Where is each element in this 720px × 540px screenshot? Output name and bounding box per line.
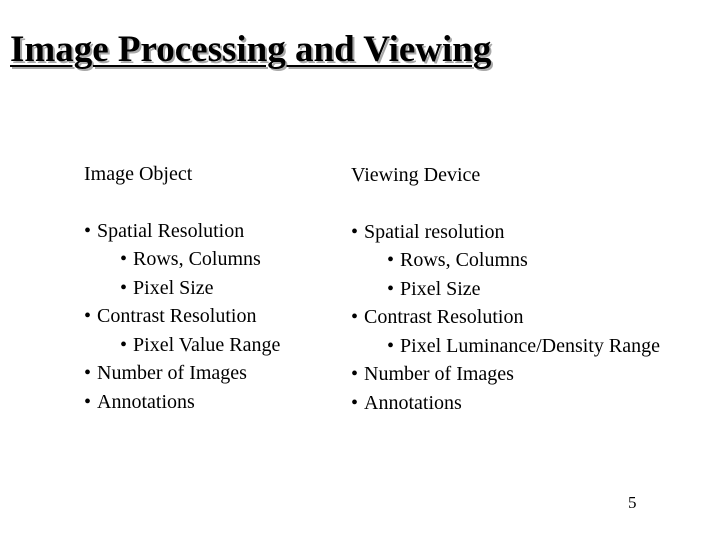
bullet-icon: • xyxy=(351,220,359,243)
list-item xyxy=(84,274,280,303)
list-item xyxy=(351,303,660,332)
viewing-device-heading: Viewing Device xyxy=(351,164,481,186)
list-item xyxy=(84,217,280,246)
list-item xyxy=(84,388,280,417)
list-item-text: Pixel Value Range xyxy=(133,333,281,356)
list-item-text: Pixel Luminance/Density Range xyxy=(400,334,660,357)
list-item xyxy=(351,246,660,275)
list-item-text: Annotations xyxy=(97,390,195,413)
list-item-text: Number of Images xyxy=(364,363,514,385)
bullet-icon: • xyxy=(84,219,92,242)
list-item xyxy=(351,218,660,247)
bullet-icon: • xyxy=(84,305,92,327)
list-item xyxy=(84,302,280,331)
bullet-icon: • xyxy=(120,248,128,270)
viewing-device-list xyxy=(351,218,660,418)
list-item-text: Contrast Resolution xyxy=(364,306,524,328)
list-item-text: Rows, Columns xyxy=(133,248,261,270)
bullet-icon: • xyxy=(120,333,128,356)
viewing-device-column xyxy=(351,161,660,417)
list-item xyxy=(84,359,280,388)
slide-title: Image Processing and Viewing xyxy=(10,29,492,70)
bullet-icon: • xyxy=(351,306,359,328)
bullet-icon: • xyxy=(387,277,395,300)
bullet-icon: • xyxy=(351,391,359,414)
bullet-icon: • xyxy=(120,276,128,299)
list-item xyxy=(351,389,660,418)
image-object-column xyxy=(84,160,280,416)
image-object-list xyxy=(84,217,280,417)
bullet-icon: • xyxy=(387,249,395,271)
list-item-text: Spatial resolution xyxy=(364,220,505,243)
list-item xyxy=(84,331,280,360)
list-item-text: Rows, Columns xyxy=(400,249,528,271)
list-item-text: Pixel Size xyxy=(133,276,214,299)
list-item-text: Spatial Resolution xyxy=(97,219,245,242)
list-item-text: Annotations xyxy=(364,391,462,414)
list-item-text: Number of Images xyxy=(97,362,247,384)
bullet-icon: • xyxy=(387,334,395,357)
list-item xyxy=(351,332,660,361)
list-item-text: Contrast Resolution xyxy=(97,305,257,327)
page-number: 5 xyxy=(628,493,637,512)
list-item xyxy=(351,275,660,304)
list-item xyxy=(84,245,280,274)
bullet-icon: • xyxy=(84,390,92,413)
bullet-icon: • xyxy=(84,362,92,384)
image-object-heading: Image Object xyxy=(84,163,193,185)
list-item xyxy=(351,360,660,389)
list-item-text: Pixel Size xyxy=(400,277,481,300)
bullet-icon: • xyxy=(351,363,359,385)
